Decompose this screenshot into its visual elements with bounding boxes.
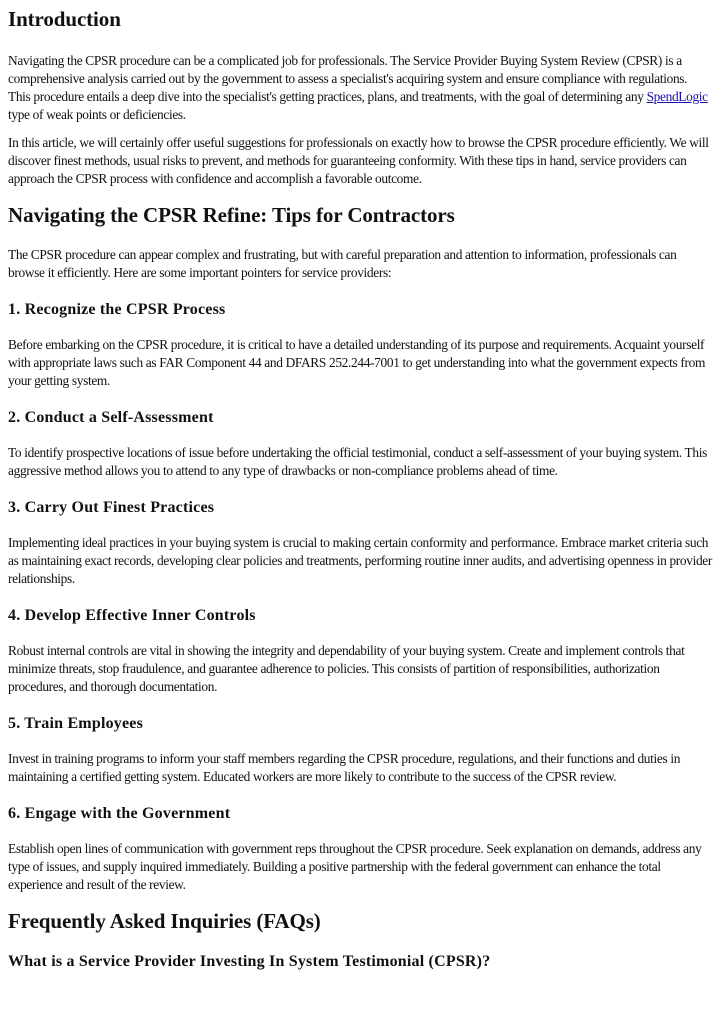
tip-1-heading: 1. Recognize the CPSR Process: [8, 301, 226, 318]
tip-5-text: Invest in training programs to inform your staff members regarding the CPSR procedure, regulations, and their functions and duties in maintaining a certified getting system. Educated workers are more likely to contribute to the success of the CPSR review.: [8, 751, 681, 784]
tip-6-text: Establish open lines of communication with government reps throughout the CPSR procedure. Seek explanation on demands, address any type of issues, and supply inquired immediately. Building a positive partnership with the federal government can enhance the total experience and result of the review.: [8, 841, 702, 892]
tip-4-heading: 4. Develop Effective Inner Controls: [8, 607, 256, 624]
faq-heading: Frequently Asked Inquiries (FAQs): [8, 909, 321, 933]
intro-heading: Introduction: [8, 7, 121, 31]
tip-6-heading: 6. Engage with the Government: [8, 805, 231, 822]
tip-1-text: Before embarking on the CPSR procedure, it is critical to have a detailed understanding of its purpose and requirements. Acquaint yourself with appropriate laws such as FAR Component 44 and DFARS 252.244-7001 to get understanding into what the government expects from your getting system.: [8, 337, 706, 388]
tip-3-heading: 3. Carry Out Finest Practices: [8, 499, 215, 516]
tip-2-text: To identify prospective locations of issue before undertaking the official testimonial, conduct a self-assessment of your buying system. This aggressive method allows you to attend to any type of drawbacks or non-compliance problems ahead of time.: [8, 445, 707, 478]
intro-paragraph-2: In this article, we will certainly offer useful suggestions for professionals on exactly how to browse the CPSR procedure efficiently. We will discover finest methods, usual risks to prevent, and methods for guaranteeing conformity. With these tips in hand, service providers can approach the CPSR process with confidence and accomplish a favorable outcome.: [8, 135, 709, 186]
navigating-paragraph: The CPSR procedure can appear complex and frustrating, but with careful preparation and attention to information, professionals can browse it efficiently. Here are some important pointers for service providers:: [8, 247, 677, 280]
faq-question-1: What is a Service Provider Investing In System Testimonial (CPSR)?: [8, 953, 491, 970]
tip-4-text: Robust internal controls are vital in showing the integrity and dependability of your buying system. Create and implement controls that minimize threats, stop fraudulence, and guarantee adherence to policies. This consists of partition of responsibilities, authorization procedures, and thorough documentation.: [8, 643, 685, 694]
spendlogic-link[interactable]: SpendLogic: [646, 89, 708, 104]
intro-paragraph-1-text-a: Navigating the CPSR procedure can be a complicated job for professionals. The Service Provider Buying System Review (CPSR) is a comprehensive analysis carried out by the government to assess a specialist's acquiring system and ensure compliance with regulations. This procedure entails a deep dive into the specialist's getting practices, plans, and treatments, with the goal of determining any: [8, 53, 688, 104]
navigating-heading: Navigating the CPSR Refine: Tips for Contractors: [8, 203, 455, 227]
tip-3-text: Implementing ideal practices in your buying system is crucial to making certain conformity and performance. Embrace market criteria such as maintaining exact records, developing clear policies and treatments, performing routine inner audits, and advertising openness in provider relationships.: [8, 535, 713, 586]
tip-2-heading: 2. Conduct a Self-Assessment: [8, 409, 214, 426]
tip-5-heading: 5. Train Employees: [8, 715, 144, 732]
intro-paragraph-1: [8, 52, 712, 124]
intro-paragraph-1-text-b: type of weak points or deficiencies.: [8, 107, 186, 122]
